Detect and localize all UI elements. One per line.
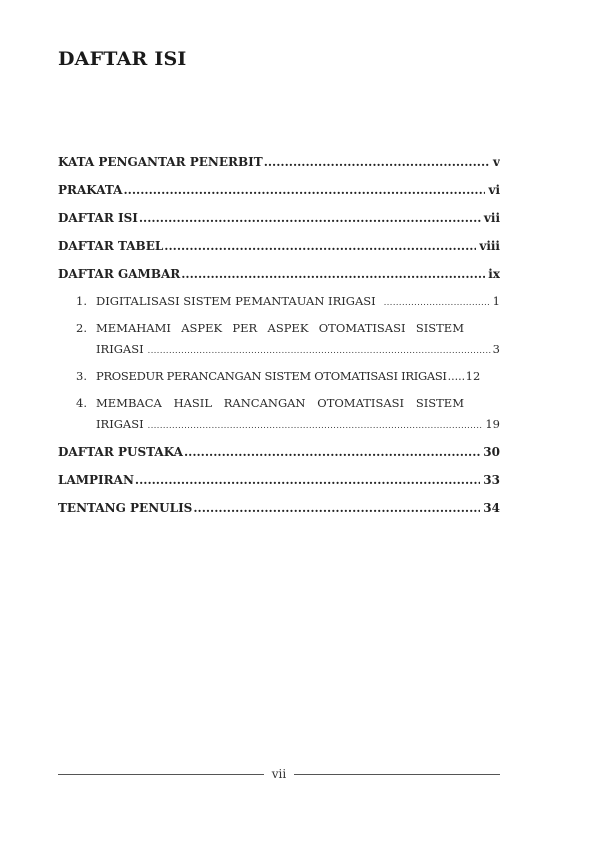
toc-entry-daftar-gambar[interactable] [58, 265, 500, 293]
toc-entry-page: viii [479, 239, 500, 253]
footer-rule-right [294, 774, 500, 775]
toc-chapter-4[interactable] [58, 395, 500, 443]
page-number: vii [271, 767, 287, 781]
chapter-title-word: SISTEM [415, 321, 464, 335]
chapter-title-continued: IRIGASI [96, 417, 144, 431]
chapter-title-word: MEMAHAMI [96, 321, 171, 335]
chapter-title [96, 395, 464, 411]
chapter-title-word: ASPEK [181, 321, 223, 335]
toc-entry-label: DAFTAR ISI [58, 211, 138, 225]
chapter-page: 19 [485, 417, 500, 431]
chapter-title-continued: IRIGASI [96, 342, 144, 356]
chapter-title-word: OTOMATISASI [318, 321, 406, 335]
dot-leader [384, 295, 491, 311]
toc-chapter-1[interactable] [58, 293, 500, 320]
toc-entry-label: TENTANG PENULIS [58, 501, 193, 515]
toc-entry-label: KATA PENGANTAR PENERBIT [58, 155, 263, 169]
chapter-number: 4. [76, 396, 87, 410]
toc-chapter-2[interactable] [58, 320, 500, 368]
toc-entry-daftar-tabel[interactable] [58, 237, 500, 265]
toc-chapter-3[interactable] [58, 368, 500, 395]
chapter-title: DIGITALISASI SISTEM PEMANTAUAN IRIGASI [96, 294, 376, 308]
toc-entry-daftar-isi[interactable] [58, 209, 500, 237]
toc-entry-prakata[interactable] [58, 181, 500, 209]
toc-entry-page: 33 [483, 473, 500, 487]
toc-entry-tentang-penulis[interactable] [58, 499, 500, 527]
chapter-page: 12 [465, 369, 481, 383]
toc-entry-label: PRAKATA [58, 183, 123, 197]
dot-leader [193, 499, 480, 517]
toc-entry-daftar-pustaka[interactable] [58, 443, 500, 471]
chapter-title-word: SISTEM [415, 396, 464, 410]
toc-entry-page: v [493, 155, 500, 169]
chapter-number: 3. [76, 369, 87, 383]
dot-leader [139, 209, 481, 227]
dot-leader [448, 369, 464, 385]
toc-entry-lampiran[interactable] [58, 471, 500, 499]
toc-entry-label: DAFTAR GAMBAR [58, 267, 181, 281]
chapter-title-word: RANCANGAN [223, 396, 306, 410]
chapter-title-word: OTOMATISASI [317, 396, 405, 410]
chapter-number: 1. [76, 294, 87, 308]
toc-entry-page: vii [483, 211, 500, 225]
toc-entry-label: DAFTAR PUSTAKA [58, 445, 183, 459]
page-title: DAFTAR ISI [58, 48, 187, 70]
chapter-title-word: PER [232, 321, 258, 335]
dot-leader [124, 181, 486, 199]
dot-leader [184, 443, 480, 461]
dot-leader [264, 153, 490, 171]
chapter-title [96, 320, 464, 336]
chapter-title-word: HASIL [173, 396, 212, 410]
chapter-title-word: ASPEK [267, 321, 309, 335]
page-footer [58, 766, 500, 782]
dot-leader [164, 237, 476, 255]
dot-leader [181, 265, 485, 283]
dot-leader [135, 471, 480, 489]
table-of-contents [58, 153, 500, 527]
chapter-page: 3 [492, 342, 500, 356]
toc-entry-page: ix [488, 267, 500, 281]
toc-entry-label: DAFTAR TABEL [58, 239, 164, 253]
chapter-page: 1 [492, 294, 500, 308]
dot-leader [148, 418, 484, 434]
toc-entry-page: 30 [483, 445, 500, 459]
chapter-title: PROSEDUR PERANCANGAN SISTEM OTOMATISASI IRIGASI [96, 369, 447, 383]
toc-entry-kata-pengantar-penerbit[interactable] [58, 153, 500, 181]
footer-rule-left [58, 774, 264, 775]
chapter-number: 2. [76, 321, 87, 335]
toc-entry-page: vi [488, 183, 500, 197]
chapter-title-word: MEMBACA [96, 396, 162, 410]
dot-leader [148, 343, 491, 359]
toc-entry-page: 34 [483, 501, 500, 515]
toc-entry-label: LAMPIRAN [58, 473, 134, 487]
